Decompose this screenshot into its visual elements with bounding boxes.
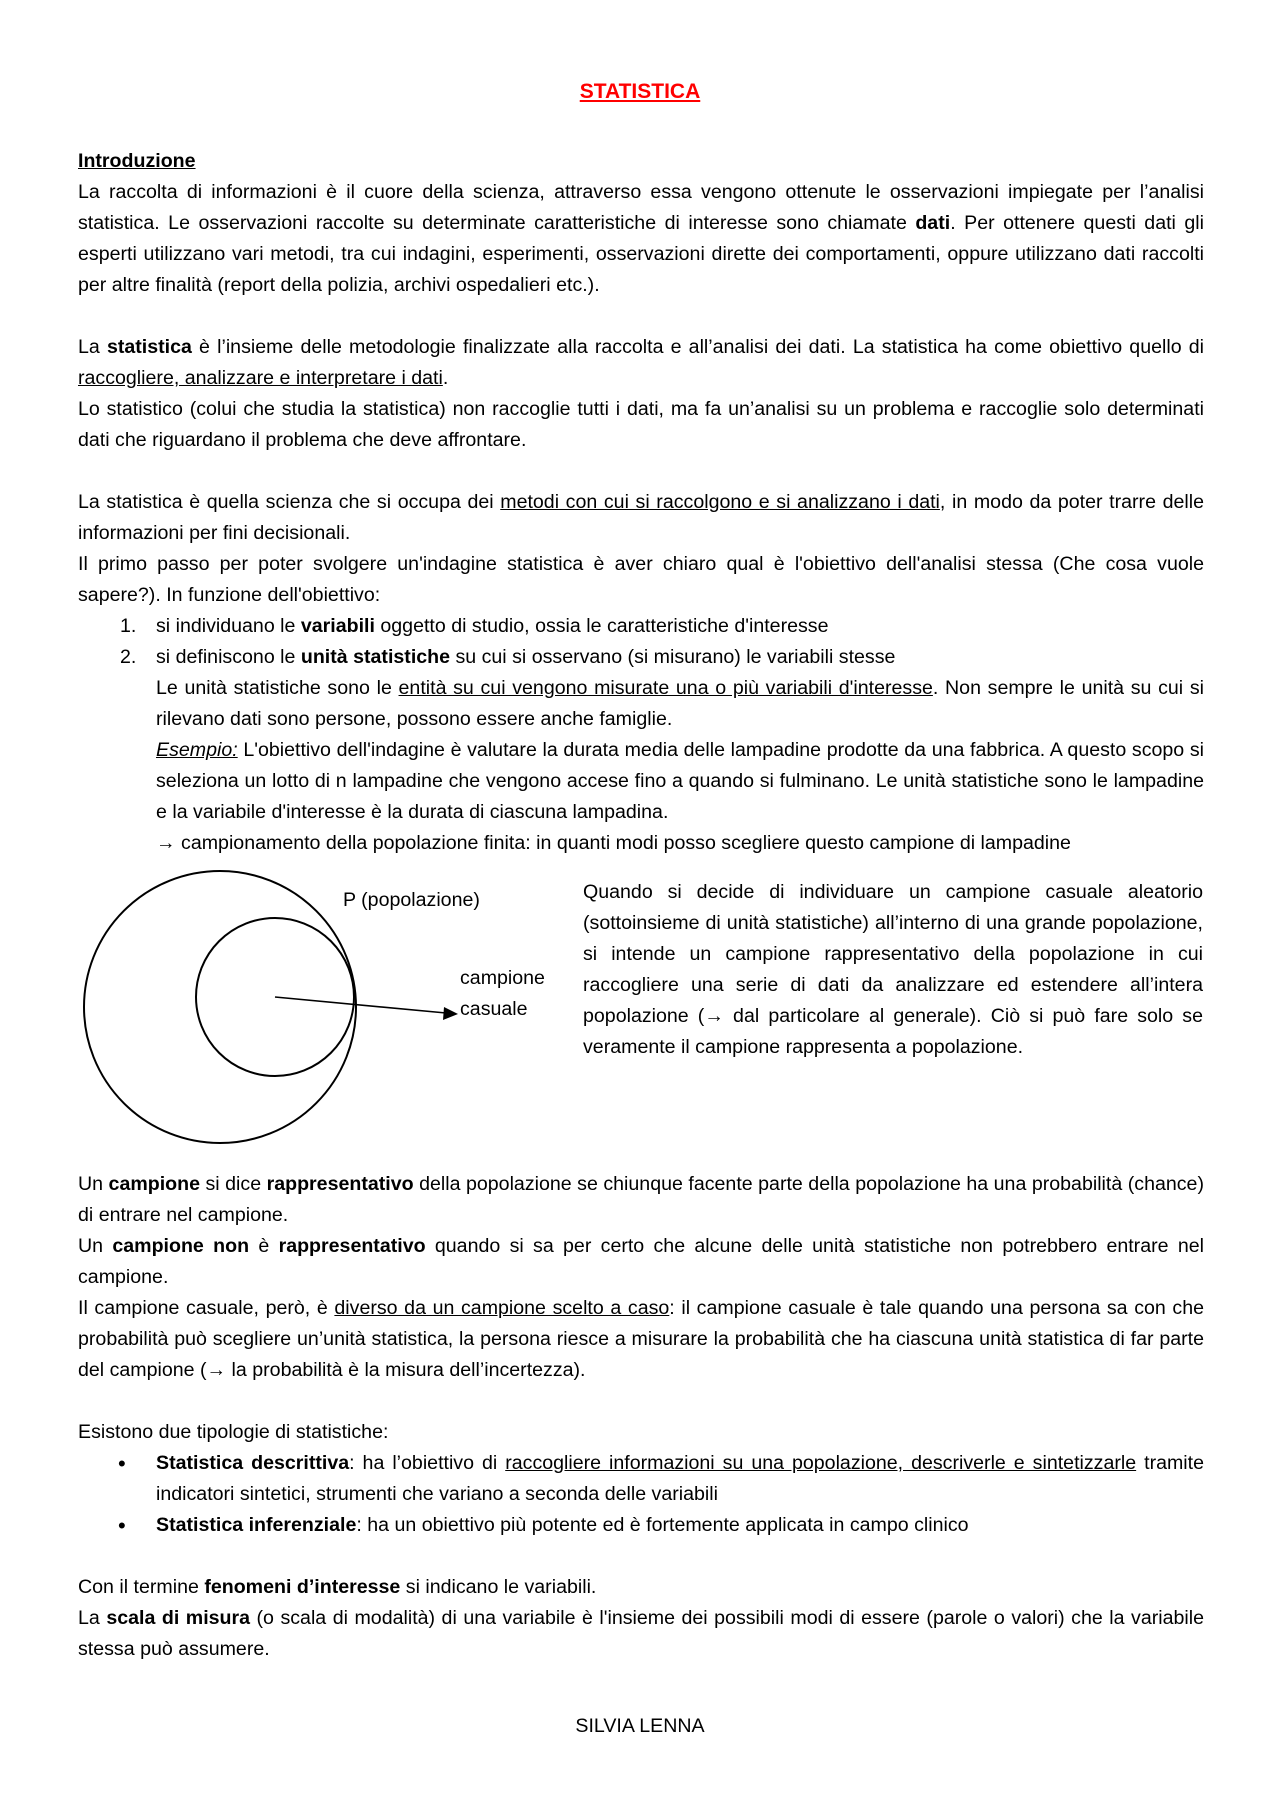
bold-term: Statistica inferenziale [156, 1514, 357, 1536]
text-run: Con il termine [78, 1576, 205, 1598]
sample-arrow-line [275, 997, 446, 1013]
figure-caption: Quando si decide di individuare un campione casuale aleatorio (sottoinsieme di unità statistiche) all’interno di una grande popolazione, si intende un campione rappresentativo della popolazione in cui raccogliere una serie di dati da analizzare ed estendere all’intera popolazione (→ dal particolare al generale). Ciò si può fare solo se veramente il campione rappresenta a popolazione. [583, 881, 1203, 1058]
text-run: Un [78, 1173, 109, 1195]
types-intro: Esistono due tipologie di statistiche: [78, 1421, 389, 1443]
scale-paragraph [78, 1603, 1204, 1665]
text-run: quando si sa per certo che alcune delle unità statistiche non potrebbero entrare nel campione. [78, 1235, 1204, 1288]
text-run: si individuano le [156, 615, 301, 637]
variables-paragraph [78, 1572, 1204, 1603]
types-list [78, 1448, 1204, 1541]
representative-paragraph [78, 1169, 1204, 1231]
intro-heading [78, 146, 1204, 177]
text-run: La [78, 1607, 107, 1629]
bold-term: statistica [106, 336, 192, 358]
bold-term: dati [915, 212, 951, 234]
underlined-text: raccogliere informazioni su una popolazione, descriverle e sintetizzarle [505, 1452, 1137, 1474]
statistician-paragraph: Lo statistico (colui che studia la statistica) non raccoglie tutti i dati, ma fa un’analisi su un problema e raccoglie solo determinati dati che riguardano il problema che deve affrontare. [78, 398, 1204, 451]
list-item [78, 1510, 1204, 1541]
first-step-paragraph: Il primo passo per poter svolgere un'indagine statistica è aver chiaro qual è l'obiettivo dell'analisi stessa (Che cosa vuole sapere?). In funzione dell'obiettivo: [78, 553, 1204, 606]
list-number: 1. [120, 615, 137, 637]
arrow-head-icon [443, 1007, 458, 1020]
text-run: è l’insieme delle metodologie finalizzate alla raccolta e all’analisi dei dati. La statistica ha come obiettivo quello di [191, 336, 1204, 358]
population-circle [84, 871, 356, 1143]
list-number: 2. [120, 646, 137, 668]
sample-label-line1: campione [460, 967, 545, 989]
text-run: tramite indicatori sintetici, strumenti che variano a seconda delle variabili [156, 1452, 1205, 1505]
text-run: . Non sempre le unità su cui si rilevano dati sono persone, possono essere anche famiglie. [156, 677, 1204, 730]
text-run: . [442, 367, 449, 389]
bold-term: variabili [300, 615, 375, 637]
list-item [78, 642, 1204, 673]
sample-label-line2: casuale [460, 998, 528, 1020]
bullet-icon: • [118, 1513, 126, 1538]
document-body [78, 146, 1204, 1665]
text-run: si definiscono le [156, 646, 301, 668]
steps-list [78, 611, 1204, 673]
random-sample-paragraph [78, 1293, 1204, 1386]
bold-term: Statistica descrittiva [156, 1452, 350, 1474]
list-item [78, 1448, 1204, 1510]
bold-term: campione [108, 1173, 201, 1195]
bold-term: scala di misura [106, 1607, 251, 1629]
underlined-text: raccogliere, analizzare e interpretare i dati [78, 367, 443, 389]
page-footer: SILVIA LENNA [575, 1715, 705, 1737]
units-paragraph [78, 673, 1204, 735]
underlined-text: entità su cui vengono misurate una o più variabili d'interesse [398, 677, 933, 699]
bold-term: unità statistiche [300, 646, 451, 668]
population-sample-figure [78, 869, 1204, 1169]
text-run: . Per ottenere questi dati gli esperti utilizzano vari metodi, tra cui indagini, esperimenti, osservazioni dirette dei comportamenti, oppure utilizzano dati raccolti per altre finalità (report della polizia, archivi ospedalieri etc.). [78, 212, 1204, 296]
text-run: si dice [200, 1173, 267, 1195]
text-run: è [249, 1235, 279, 1257]
example-label: Esempio: [156, 739, 238, 761]
bold-term: rappresentativo [278, 1235, 426, 1257]
text-run: della popolazione se chiunque facente parte della popolazione ha una probabilità (chance) di entrare nel campione. [78, 1173, 1204, 1226]
text-run: (o scala di modalità) di una variabile è l'insieme dei possibili modi di essere (parole o valori) che la variabile stessa può assumere. [78, 1607, 1204, 1660]
text-run: : ha l’obiettivo di [349, 1452, 506, 1474]
text-run: La [78, 336, 107, 358]
underlined-text: diverso da un campione scelto a caso [334, 1297, 670, 1319]
text-run: : il campione casuale è tale quando una persona sa con che probabilità può scegliere un’unità statistica, la persona riesce a misurare la probabilità che ha ciascuna unità statistica di far parte del campione (→ la probabilità è la misura dell’incertezza). [78, 1297, 1204, 1381]
text-run: : ha un obiettivo più potente ed è fortemente applicata in campo clinico [356, 1514, 969, 1536]
bold-term: campione non [112, 1235, 250, 1257]
text-run: La statistica è quella scienza che si occupa dei [78, 491, 501, 513]
sampling-note: → campionamento della popolazione finita: in quanti modi posso scegliere questo campione di lampadine [156, 832, 1071, 854]
text-run: oggetto di studio, ossia le caratteristiche d'interesse [374, 615, 829, 637]
example-paragraph [78, 735, 1204, 828]
definition-paragraph [78, 332, 1204, 394]
underlined-text: metodi con cui si raccolgono e si analizzano i dati [500, 491, 940, 513]
population-label: P (popolazione) [343, 889, 480, 911]
intro-paragraph [78, 177, 1204, 301]
science-paragraph [78, 487, 1204, 549]
text-run: su cui si osservano (si misurano) le variabili stesse [450, 646, 896, 668]
text-run: , in modo da poter trarre delle informazioni per fini decisionali. [78, 491, 1204, 544]
text-run: La raccolta di informazioni è il cuore della scienza, attraverso essa vengono ottenute le osservazioni impiegate per l’analisi statistica. Le osservazioni raccolte su determinate caratteristiche di interesse sono chiamate [78, 181, 1204, 234]
bullet-icon: • [118, 1451, 126, 1476]
bold-term: fenomeni d’interesse [204, 1576, 401, 1598]
list-item [78, 611, 1204, 642]
page-title: STATISTICA [579, 80, 701, 103]
text-run: Un [78, 1235, 113, 1257]
text-run: Il campione casuale, però, è [78, 1297, 335, 1319]
bold-term: rappresentativo [266, 1173, 414, 1195]
non-representative-paragraph [78, 1231, 1204, 1293]
text-run: si indicano le variabili. [400, 1576, 597, 1598]
text-run: Le unità statistiche sono le [156, 677, 399, 699]
section-heading: Introduzione [78, 150, 196, 172]
text-run: L'obiettivo dell'indagine è valutare la durata media delle lampadine prodotte da una fabbrica. A questo scopo si seleziona un lotto di n lampadine che vengono accese fino a quando si fulminano. Le unità statistiche sono le lampadine e la variabile d'interesse è la durata di ciascuna lampadina. [156, 739, 1204, 823]
